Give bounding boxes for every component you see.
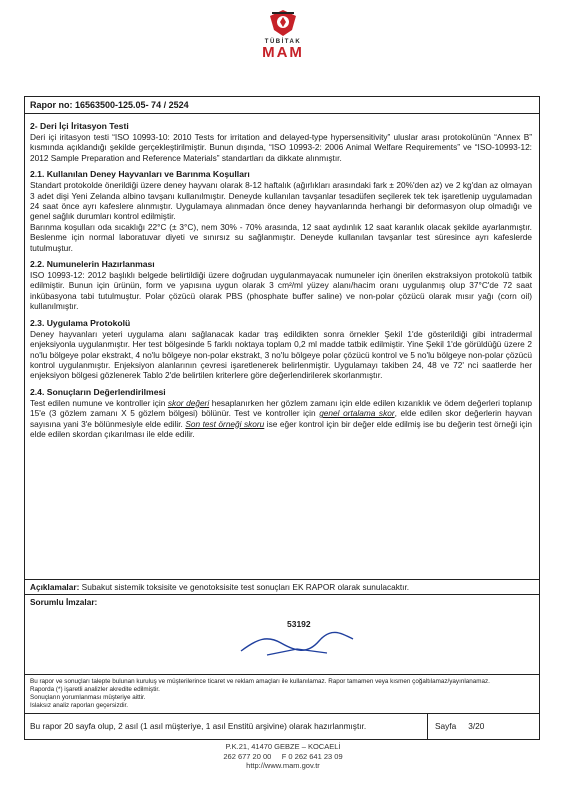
paragraph: Standart protokolde önerildiği üzere deney hayvanı olarak 8-12 haftalık (ağırlıkları arasındaki fark ± 20%'den az) ve 2 kg'dan az olmayan 3 adet dişi Yeni Zelanda albino tavşanı kullanılmıştır. Deneyde kullanılan tavşanlar tesadüfen seçilerek tek tek işaretlenip uygulamadan 24 saat önce ayrı kafeslere alınmıştır. Uygulamaya alınmadan önce deney hayvanlarında herhangi bir deformasyon olup olmadığı ve genel sağlık durumları kontrol edilmiştir.	[30, 180, 532, 222]
paragraph: Deney hayvanları yeteri uygulama alanı sağlanacak kadar traş edildikten sonra örnekler Şekil 1'de gösterildiği gibi intradermal enjeksiyonla uygulanmıştır. Her test bölgesinde 5 farklı noktaya toplam 0,2 ml madde tatbik edilmiştir. Yine Şekil 1'de görüldüğü üzere 2 no'lu bölgeye polar ekstrakt, 4 no'lu bölgeye non-polar ekstrakt, 3 no'lu bölgeye polar çözücü kontrol ve 5 no'lu bölgeye non-polar çözücü kontrol uygulanmıştır. Enjeksiyon alanlarının çevresi işaretlenerek belirlenmiştir. Uygulamayı takiben 24, 48 ve 72' nci saatlerde her enjeksiyon bölgesi gözlenerek Tablo 2'de belirtilen kriterlere göre değerlendirilerek skorlanmıştır.	[30, 328, 532, 381]
footnote: Bu rapor ve sonuçları talepte bulunan kuruluş ve müşterilerince ticaret ve reklam amaçları ile kullanılamaz. Rapor tamamen veya kısmen çoğaltılamaz/yayınlanamaz.	[30, 678, 490, 685]
term-mean-score: genel ortalama skor	[319, 408, 395, 419]
page-number: 3/20	[468, 721, 485, 731]
paragraph: Barınma koşulları oda sıcaklığı 22°C (± 3°C), nem 30% - 70% arasında, 12 saat aydınlık 12 saat karanlık olacak şekilde ayarlanmıştır. Beslenme için normal laboratuvar diyeti ve sınırsız su sağlanmıştır. Deneyde kullanılan tavşanlar test süresince ayrı kafeslerde tutulmuştur.	[30, 221, 532, 253]
signatures-label: Sorumlu İmzalar:	[30, 597, 98, 607]
footnote: Islaksız analiz raporları geçersizdir.	[30, 702, 128, 709]
section-title: 2.3. Uygulama Protokolü	[30, 317, 131, 328]
section-title: 2.2. Numunelerin Hazırlanması	[30, 259, 155, 270]
page-number-cell	[427, 714, 539, 739]
signatures-row	[25, 595, 539, 675]
paragraph	[30, 398, 532, 440]
address-block	[0, 742, 566, 771]
text-run: , elde edilen skor değerlerin hayvan sayısına yani 3'e bölünmesiyle elde edilir.	[30, 408, 532, 429]
section-title: 2.4. Sonuçların Değerlendirilmesi	[30, 386, 166, 397]
org-name: TÜBİTAK	[264, 39, 302, 45]
footnotes-row	[25, 675, 539, 714]
text-run: Test edilen numune ve kontroller için	[30, 397, 168, 408]
copies-note: Bu rapor 20 sayfa olup, 2 asıl (1 asıl müşteriye, 1 asıl Enstitü arşivine) olarak hazırlanmıştır.	[30, 721, 367, 731]
text-run: ise eğer kontrol için bir değer elde edilmiş ise bu değerin test örneği için elde edilen skordan çıkarılması ile elde edilir.	[30, 418, 532, 439]
section-body	[30, 132, 532, 163]
report-frame	[24, 96, 540, 740]
report-body	[25, 114, 539, 580]
page-label: Sayfa	[435, 721, 457, 731]
remarks-label: Açıklamalar:	[30, 582, 80, 592]
section-body	[30, 270, 532, 312]
report-number-row	[25, 97, 539, 114]
report-label: Rapor no: 16563500-125.05- 74 /	[30, 100, 169, 110]
tubitak-emblem-icon	[266, 8, 300, 38]
remarks-row	[25, 580, 539, 595]
signature-icon	[237, 629, 357, 661]
footnote: Sonuçların yorumlanması müşteriye aittir.	[30, 694, 146, 701]
remarks-text: Subakut sistemik toksisite ve genotoksisite test sonuçları EK RAPOR olarak sunulacaktır.	[79, 582, 410, 592]
website-link[interactable]: http://www.mam.gov.tr	[246, 761, 320, 770]
term-score: skor değeri	[167, 397, 210, 408]
address-line: P.K.21, 41470 GEBZE – KOCAELİ	[225, 742, 341, 751]
page-info-row	[25, 714, 539, 739]
section-title: 2- Deri İçi İritasyon Testi	[30, 121, 129, 131]
footnote: Raporda (*) işaretli analizler akredite edilmiştir.	[30, 686, 160, 693]
phone-line: 262 677 20 00 F 0 262 641 23 09	[223, 751, 343, 761]
section-title: 2.1. Kullanılan Deney Hayvanları ve Barınma Koşulları	[30, 169, 250, 180]
term-final-score: Son test örneği skoru	[185, 418, 265, 429]
paragraph: ISO 10993-12: 2012 başlıklı belgede belirtildiği üzere doğrudan uygulanmayacak numuneler için önerilen ekstraksiyon protokolü tatbik edilmiştir. Bunun için ürünün, form ve yapısına uygun olarak 3 cm²/ml yüzey alanı/hacim oranı uygulanmış olup 37°C'de 72 saat inkübasyona tabi tutulmuştur. Polar çözücü olarak PBS (phosphate buffer saline) ve non-polar çözücü olarak mısır yağı (corn oil) kullanılmıştır.	[30, 270, 532, 312]
text-run: hesaplanırken her gözlem zamanı için elde edilen kızarıklık ve ödem değerleri toplanıp 15'e (3 gözlem zamanı X 5 gözlem bölgesi) bölünür. Test ve kontroller için	[30, 397, 532, 419]
paragraph: Deri içi iritasyon testi “ISO 10993-10: 2010 Tests for irritation and delayed-type hypersensitivity” uluslar arası protokolünün “Annex B” kısmında açıklandığı şekilde gerçekleştirilmiştir. Bunun dışında, “ISO 10993-2: 2006 Animal Welfare Requirements” ve “ISO-10993-12: 2012 Sample Preparation and Reference Materials” standartları da dikkate alınmıştır.	[30, 132, 532, 163]
section-body	[30, 180, 532, 253]
section-body	[30, 329, 532, 381]
tubitak-logo	[258, 8, 308, 60]
stamp-number: 53192	[287, 619, 311, 629]
report-number: 2524	[168, 100, 189, 110]
brand-name: MAM	[262, 44, 304, 61]
section-body	[30, 398, 532, 440]
